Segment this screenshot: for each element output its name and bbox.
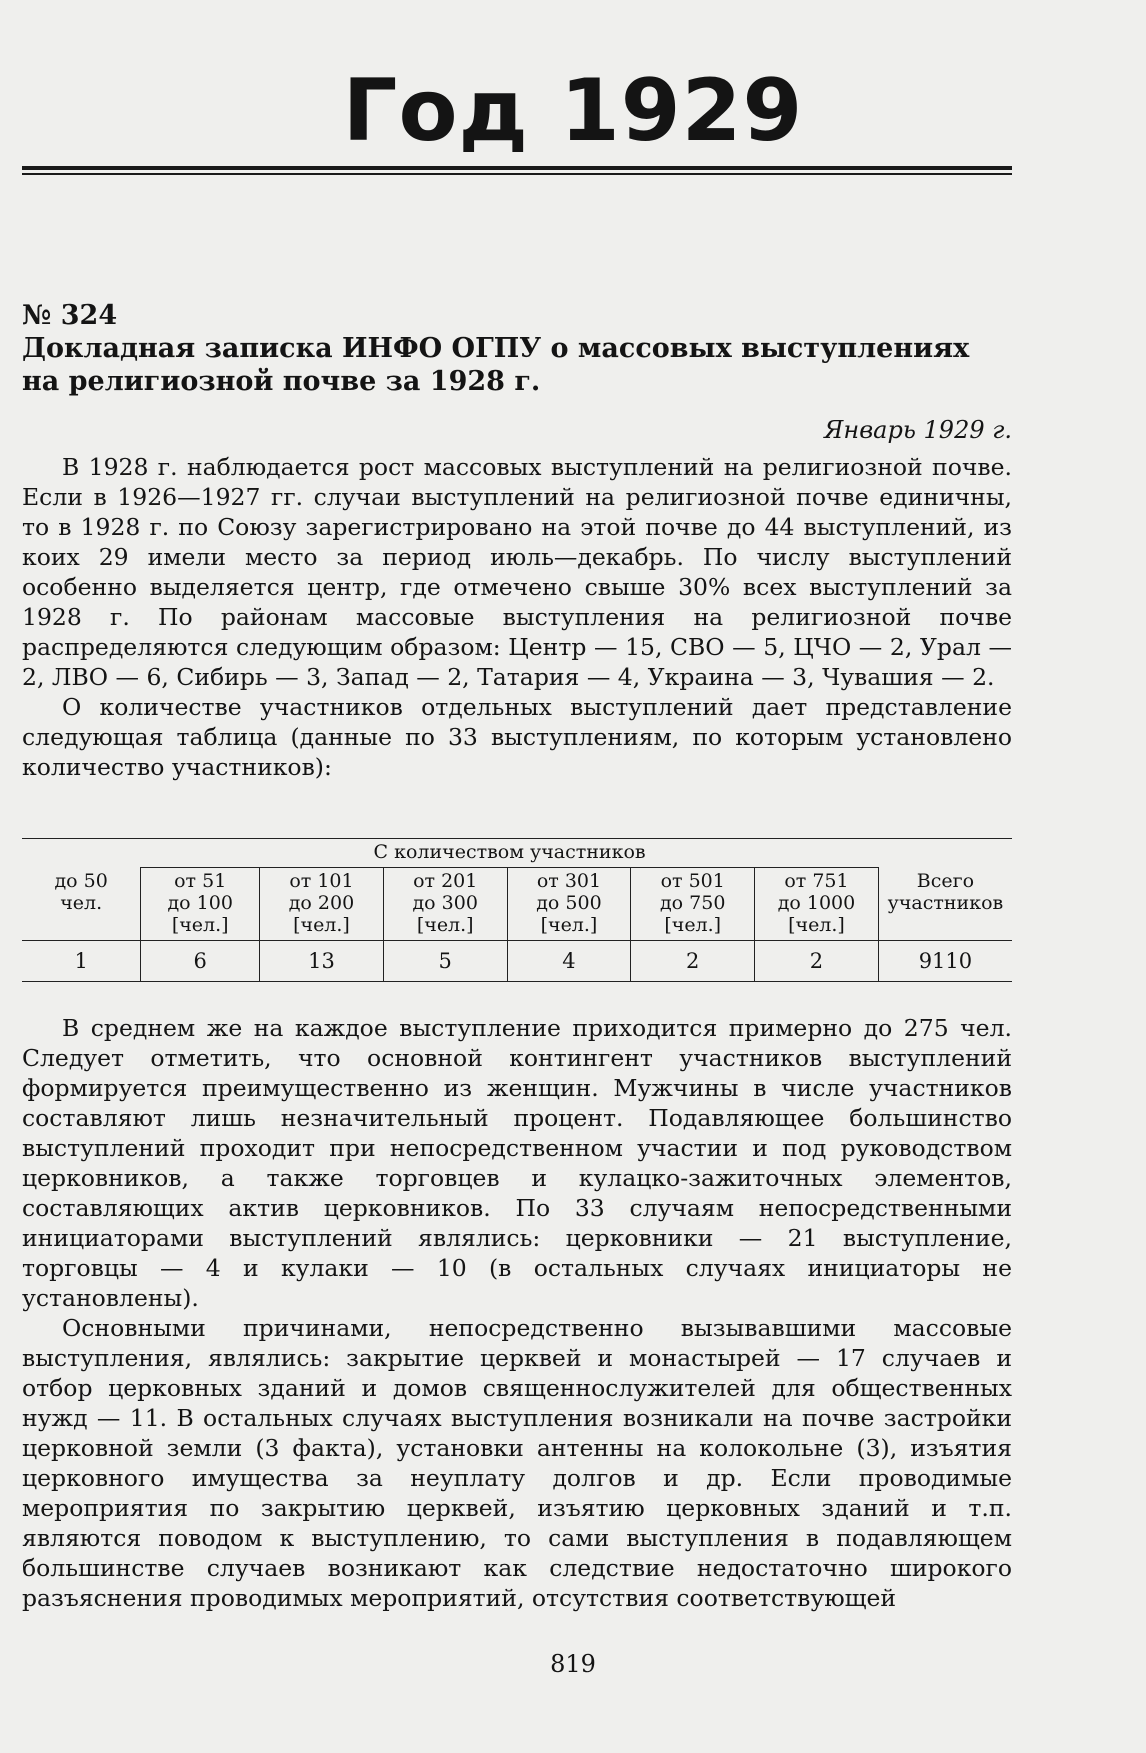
paragraph-1: В 1928 г. наблюдается рост массовых выступлений на религиозной почве. Если в 1926—1927 гг. случаи выступлений на религиозной почве единичны, то в 1928 г. по Союзу зарегистрировано на этой почве до 44 выступлений, из коих 29 имели место за период июль—декабрь. По числу выступлений особенно выделяется центр, где отмечено свыше 30% всех выступлений за 1928 г. По районам массовые выступления на религиозной почве распределяются следующим образом: Центр — 15, СВО — 5, ЦЧО — 2, Урал — 2, ЛВО — 6, Сибирь — 3, Запад — 2, Татария — 4, Украина — 3, Чувашия — 2.: [22, 453, 1012, 691]
heading-line-1: Докладная записка ИНФО ОГПУ о массовых выступлениях: [22, 333, 970, 364]
column-header: от 501 до 750 [чел.]: [631, 868, 755, 941]
paragraph-2: О количестве участников отдельных выступлений дает представление следующая таблица (данные по 33 выступлениям, по которым установлено количество участников):: [22, 693, 1012, 781]
column-header: от 101 до 200 [чел.]: [260, 868, 384, 941]
table-cell: 9110: [918, 949, 973, 973]
column-header: Всего участников: [878, 868, 1012, 941]
participants-table: [22, 838, 1012, 982]
column-header: от 201 до 300 [чел.]: [383, 868, 507, 941]
body-section-2: [22, 1013, 1012, 1613]
heading-line-2: на религиозной почве за 1928 г.: [22, 366, 541, 397]
table-cell: 4: [507, 941, 631, 982]
title-rule-bottom: [22, 173, 1012, 175]
table-cell: 6: [141, 941, 260, 982]
table-row: [22, 941, 1012, 982]
column-header: от 51 до 100 [чел.]: [141, 868, 260, 941]
title-rule-top: [22, 166, 1012, 170]
column-header: от 301 до 500 [чел.]: [507, 868, 631, 941]
document-heading: [22, 332, 1012, 398]
document-date: Январь 1929 г.: [824, 416, 1012, 444]
paragraph-3: В среднем же на каждое выступление приходится примерно до 275 чел. Следует отметить, что основной контингент участников выступлений формируется преимущественно из женщин. Мужчины в числе участников составляют лишь незначительный процент. Подавляющее большинство выступлений проходит при непосредственном участии и под руководством церковников, а также торговцев и кулацко-зажиточных элементов, составляющих актив церковников. По 33 случаям непосредственными инициаторами выступлений являлись: церковники — 21 выступление, торговцы — 4 и кулаки — 10 (в остальных случаях инициаторы не установлены).: [22, 1014, 1012, 1312]
table-cell: 2: [631, 941, 755, 982]
table-cell: 2: [755, 941, 879, 982]
table-cell: 13: [260, 941, 384, 982]
paragraph-4: Основными причинами, непосредственно вызывавшими массовые выступления, являлись: закрытие церквей и монастырей — 17 случаев и отбор церковных зданий и домов священнослужителей для общественных нужд — 11. В остальных случаях выступления возникали на почве застройки церковной земли (3 факта), установки антенны на колокольне (3), изъятия церковного имущества за неуплату долгов и др. Если проводимые мероприятия по закрытию церквей, изъятию церковных зданий и т.п. являются поводом к выступлению, то сами выступления в подавляющем большинстве случаев возникают как следствие недостаточно широкого разъяснения проводимых мероприятий, отсутствия соответствующей: [22, 1314, 1012, 1612]
page-title: Год 1929: [342, 61, 804, 161]
table-cell: 5: [383, 941, 507, 982]
column-header: до 50 чел.: [22, 868, 141, 941]
document-number: № 324: [22, 300, 118, 331]
table-group-header: С количеством участников: [141, 839, 879, 868]
table-cell: 1: [22, 941, 141, 982]
page-number: 819: [550, 1650, 596, 1678]
body-section-1: [22, 452, 1012, 782]
column-header: от 751 до 1000 [чел.]: [755, 868, 879, 941]
